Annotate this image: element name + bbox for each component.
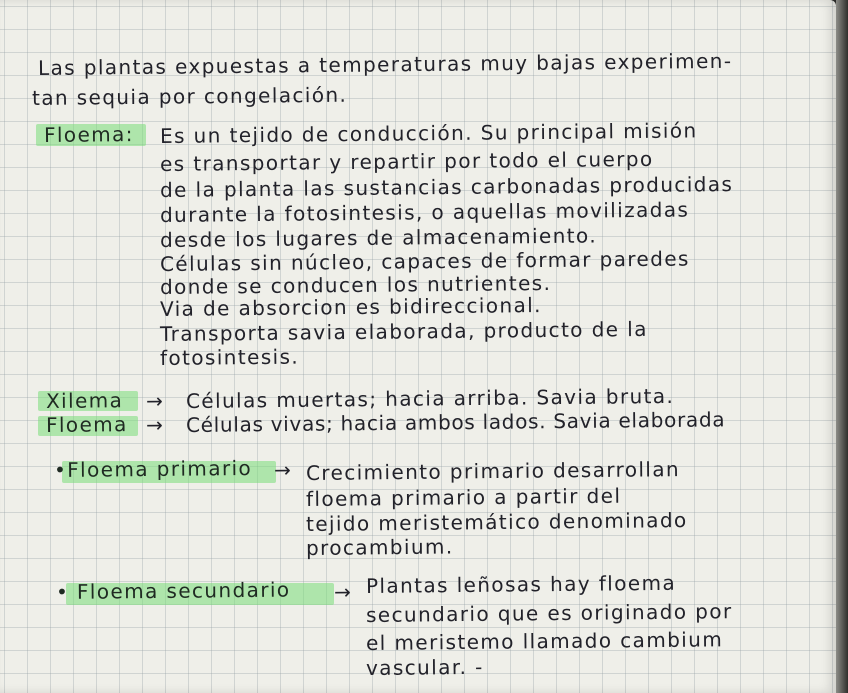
secundario-line-1: Plantas leñosas hay floema [365,570,677,598]
floema-line-1: Es un tejido de conducción. Su principal misión [159,118,698,148]
floema-line-2: es transportar y repartir por todo el cuerpo [159,146,654,176]
primario-line-2: floema primario a partir del [305,483,622,511]
secundario-line-4: vascular. - [365,654,484,680]
xilema-text: Células muertas; hacia arriba. Savia bruta. [185,383,675,413]
secundario-arrow: → [333,579,353,604]
floema-line-9: Transporta savia elaborada, producto de la [159,316,648,346]
floema-line-5: desde los lugares de almacenamiento. [159,223,598,252]
primario-term: •Floema primario [53,455,253,482]
primario-line-3: tejido meristemático denominado [305,508,688,536]
primario-line-1: Crecimiento primario desarrollan [305,457,681,485]
intro-line-1: Las plantas expuestas a temperaturas muy bajas experimen- [37,48,733,80]
floema-2-term: Floema [45,412,128,437]
floema-2-text: Células vivas; hacia ambos lados. Savia elaborada [185,407,726,437]
floema-2-arrow: → [145,412,165,437]
floema-line-6: Células sin núcleo, capaces de formar paredes [159,246,690,276]
floema-line-4: durante la fotosintesis, o aquellas movilizadas [159,197,690,227]
xilema-arrow: → [145,388,165,413]
intro-line-2: tan sequia por congelación. [31,82,348,110]
floema-line-7: donde se conducen los nutrientes. [159,270,552,299]
floema-line-8: Via de absorcion es bidireccional. [159,293,542,321]
secundario-line-3: el meristemo llamado cambium [365,627,724,655]
floema-line-10: fotosintesis. [159,344,300,370]
secundario-term: • Floema secundario [55,577,291,604]
xilema-term: Xilema [45,388,124,413]
secundario-line-2: secundario que es originado por [365,599,733,627]
floema-term: Floema: [43,122,135,147]
floema-line-3: de la planta las sustancias carbonadas producidas [159,171,734,202]
primario-arrow: → [273,457,293,482]
primario-line-4: procambium. [305,534,454,560]
page-edge-shadow [836,0,848,693]
